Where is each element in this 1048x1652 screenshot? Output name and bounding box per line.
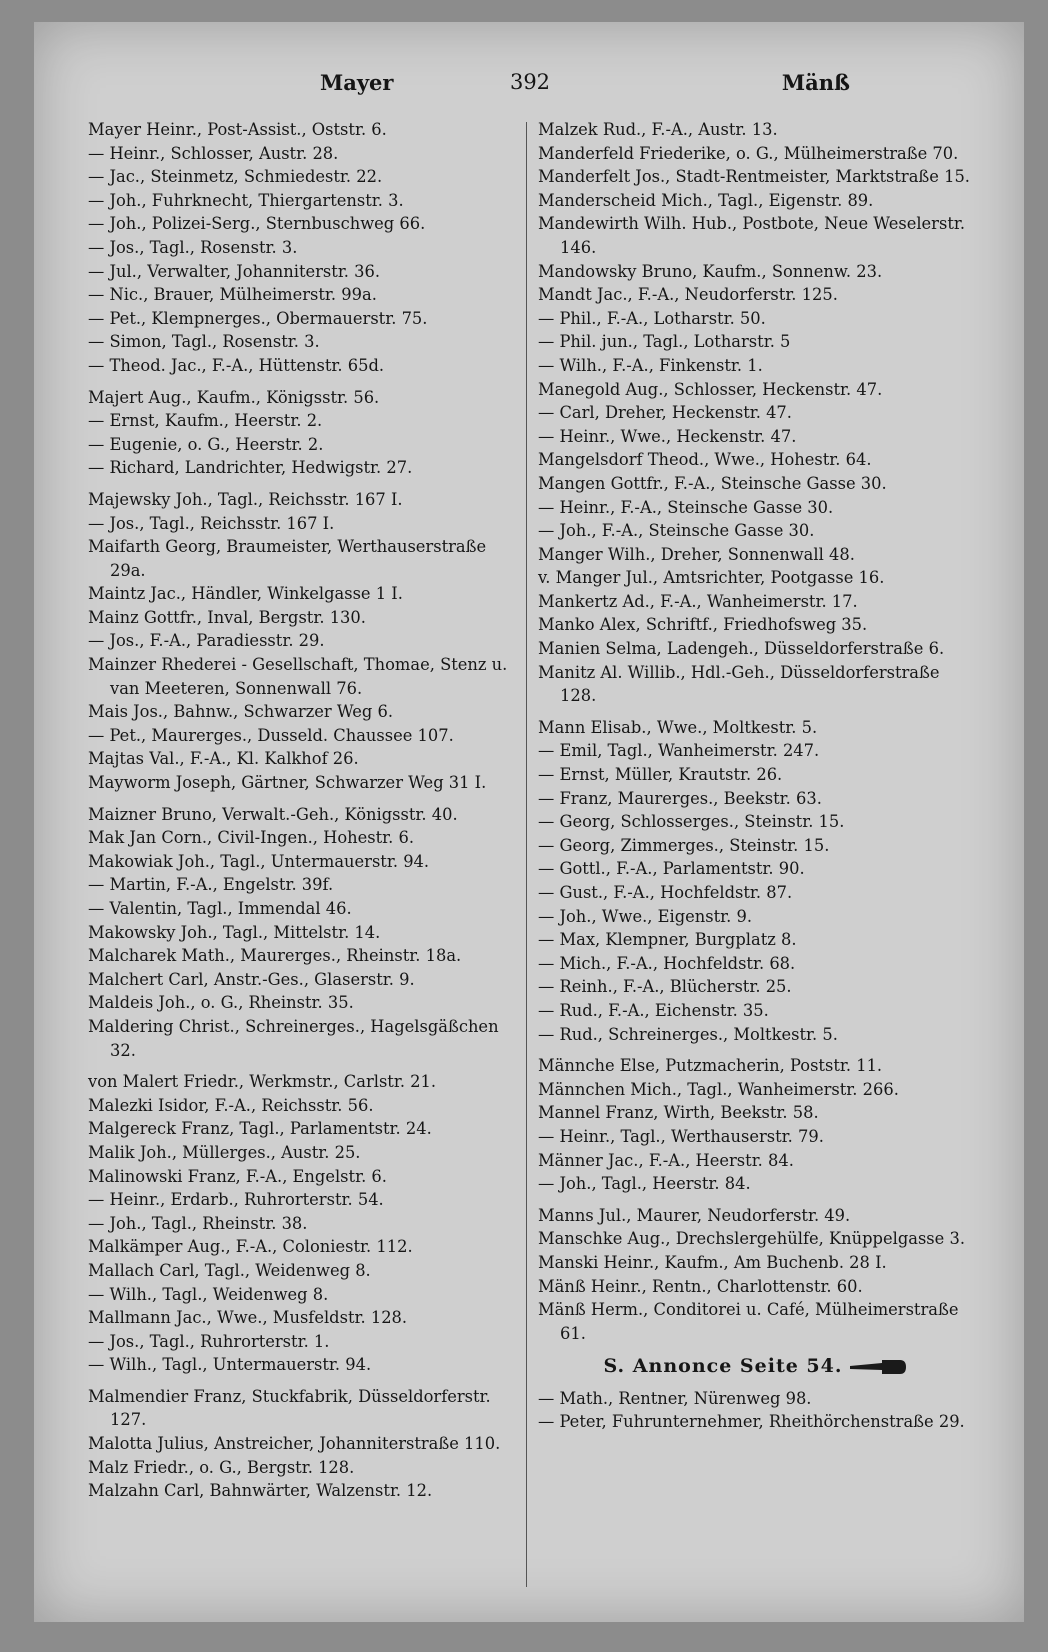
directory-entry: Mandewirth Wilh. Hub., Postbote, Neue Weselerstr. 146. [538, 214, 966, 257]
directory-entry: Malkämper Aug., F.-A., Coloniestr. 112. [88, 1237, 413, 1257]
directory-entry: — Gust., F.-A., Hochfeldstr. 87. [538, 883, 793, 902]
directory-entry: Makowiak Joh., Tagl., Untermauerstr. 94. [88, 851, 430, 871]
directory-entry: Maldering Christ., Schreinerges., Hagelsgäßchen 32. [88, 1016, 499, 1060]
directory-page [34, 22, 1024, 1622]
directory-entry: — Wilh., Tagl., Weidenweg 8. [88, 1284, 329, 1304]
page-number: 392 [509, 70, 551, 94]
header-right-keyword: Mänß [781, 70, 850, 95]
directory-entry: Maizner Bruno, Verwalt.-Geh., Königsstr. 40. [88, 804, 458, 824]
annonce-text: S. Annonce Seite 54. [603, 1355, 843, 1378]
directory-entry: — Joh., F.-A., Steinsche Gasse 30. [538, 521, 815, 541]
directory-entry: Mandt Jac., F.-A., Neudorferstr. 125. [538, 285, 838, 305]
directory-entry: Malcharek Math., Maurerges., Rheinstr. 18a. [88, 946, 462, 966]
directory-entry: — Wilh., F.-A., Finkenstr. 1. [538, 355, 763, 375]
directory-entry: — Max, Klempner, Burgplatz 8. [538, 930, 797, 950]
directory-entry: — Wilh., Tagl., Untermauerstr. 94. [88, 1355, 372, 1375]
directory-entry: — Joh., Polizei-Serg., Sternbuschweg 66. [88, 214, 426, 234]
directory-entry: v. Manger Jul., Amtsrichter, Pootgasse 16. [538, 568, 885, 588]
directory-entry: — Valentin, Tagl., Immendal 46. [88, 899, 352, 918]
directory-entry: Manderfelt Jos., Stadt-Rentmeister, Marktstraße 15. [538, 167, 970, 187]
directory-entry: Männer Jac., F.-A., Heerstr. 84. [538, 1150, 794, 1170]
directory-entry: Manien Selma, Ladengeh., Düsseldorferstraße 6. [538, 639, 945, 659]
directory-entry: — Joh., Wwe., Eigenstr. 9. [538, 906, 753, 926]
directory-entry: Manegold Aug., Schlosser, Heckenstr. 47. [538, 379, 883, 399]
directory-entry: Mallmann Jac., Wwe., Musfeldstr. 128. [88, 1308, 408, 1328]
directory-entry: — Nic., Brauer, Mülheimerstr. 99a. [88, 285, 377, 305]
directory-entry: — Pet., Klempnerges., Obermauerstr. 75. [88, 308, 428, 328]
directory-entry: Manko Alex, Schriftf., Friedhofsweg 35. [538, 615, 868, 635]
directory-entry: Maintz Jac., Händler, Winkelgasse 1 I. [88, 584, 403, 604]
directory-entry: Mainz Gottfr., Inval, Bergstr. 130. [88, 607, 366, 627]
header-left-keyword: Mayer [320, 70, 394, 95]
directory-entry: — Joh., Fuhrknecht, Thiergartenstr. 3. [88, 190, 404, 210]
directory-entry: Mayer Heinr., Post-Assist., Oststr. 6. [88, 120, 387, 139]
directory-entry: Malzahn Carl, Bahnwärter, Walzenstr. 12. [88, 1481, 433, 1501]
directory-entry: — Jos., Tagl., Ruhrorterstr. 1. [88, 1331, 330, 1351]
directory-entry: — Jos., Tagl., Reichsstr. 167 I. [88, 513, 335, 533]
directory-entry: — Heinr., Wwe., Heckenstr. 47. [538, 426, 797, 446]
directory-entry: — Richard, Landrichter, Hedwigstr. 27. [88, 458, 413, 478]
directory-entry: Mann Elisab., Wwe., Moltkestr. 5. [538, 717, 818, 737]
right-column [538, 118, 974, 1434]
directory-entry: — Jos., F.-A., Paradiesstr. 29. [88, 631, 325, 651]
directory-entry: — Math., Rentner, Nürenweg 98. [538, 1388, 812, 1408]
directory-entry: Manschke Aug., Drechslergehülfe, Knüppelgasse 3. [538, 1229, 966, 1249]
directory-entry: Mannel Franz, Wirth, Beekstr. 58. [538, 1103, 819, 1123]
directory-entry: — Martin, F.-A., Engelstr. 39f. [88, 875, 334, 895]
directory-entry: Manderscheid Mich., Tagl., Eigenstr. 89. [538, 190, 874, 210]
directory-entry: Maifarth Georg, Braumeister, Werthauserstraße 29a. [88, 537, 487, 580]
directory-entry: — Jac., Steinmetz, Schmiedestr. 22. [88, 167, 383, 187]
directory-entry: — Carl, Dreher, Heckenstr. 47. [538, 403, 792, 423]
directory-entry: Manger Wilh., Dreher, Sonnenwall 48. [538, 544, 855, 564]
directory-entry: Manitz Al. Willib., Hdl.-Geh., Düsseldorferstraße 128. [538, 662, 940, 706]
directory-entry: Mainzer Rhederei - Gesellschaft, Thomae, Stenz u. van Meeteren, Sonnenwall 76. [88, 655, 508, 698]
directory-entry: Malinowski Franz, F.-A., Engelstr. 6. [88, 1166, 387, 1186]
column-divider [526, 122, 527, 1587]
directory-entry: Majtas Val., F.-A., Kl. Kalkhof 26. [88, 749, 359, 769]
directory-entry: Malezki Isidor, F.-A., Reichsstr. 56. [88, 1095, 374, 1115]
directory-entry: — Jul., Verwalter, Johanniterstr. 36. [88, 261, 381, 281]
directory-entry: — Heinr., Tagl., Werthauserstr. 79. [538, 1126, 824, 1146]
directory-entry: Mankertz Ad., F.-A., Wanheimerstr. 17. [538, 591, 858, 611]
directory-entry: — Theod. Jac., F.-A., Hüttenstr. 65d. [88, 355, 385, 375]
directory-entry: Malmendier Franz, Stuckfabrik, Düsseldorferstr. 127. [88, 1386, 491, 1430]
directory-entry: — Peter, Fuhrunternehmer, Rheithörchenstraße 29. [538, 1412, 965, 1432]
directory-entry: Malik Joh., Müllerges., Austr. 25. [88, 1142, 361, 1162]
directory-entry: — Ernst, Kaufm., Heerstr. 2. [88, 411, 323, 431]
pointing-hand-icon [848, 1357, 908, 1377]
annonce-reference [538, 1355, 974, 1379]
page-header [90, 70, 970, 106]
directory-entry: Mangen Gottfr., F.-A., Steinsche Gasse 30. [538, 473, 887, 493]
directory-entry: — Mich., F.-A., Hochfeldstr. 68. [538, 953, 796, 973]
directory-entry: — Joh., Tagl., Heerstr. 84. [538, 1174, 751, 1194]
directory-entry: Malchert Carl, Anstr.-Ges., Glaserstr. 9. [88, 969, 415, 989]
directory-entry: Malotta Julius, Anstreicher, Johanniterstraße 110. [88, 1434, 501, 1454]
directory-entry: — Phil., F.-A., Lotharstr. 50. [538, 308, 766, 328]
directory-entry: — Reinh., F.-A., Blücherstr. 25. [538, 977, 792, 997]
directory-entry: Manderfeld Friederike, o. G., Mülheimerstraße 70. [538, 143, 959, 163]
directory-entry: — Simon, Tagl., Rosenstr. 3. [88, 332, 320, 352]
directory-entry: Manns Jul., Maurer, Neudorferstr. 49. [538, 1205, 851, 1225]
directory-entry: — Ernst, Müller, Krautstr. 26. [538, 765, 783, 785]
directory-entry: — Jos., Tagl., Rosenstr. 3. [88, 237, 298, 257]
directory-entry: Männche Else, Putzmacherin, Poststr. 11. [538, 1056, 883, 1076]
directory-entry: — Phil. jun., Tagl., Lotharstr. 5 [538, 332, 791, 352]
directory-entry: Mangelsdorf Theod., Wwe., Hohestr. 64. [538, 450, 872, 470]
directory-entry: Malzek Rud., F.-A., Austr. 13. [538, 120, 778, 139]
directory-entry: Manski Heinr., Kaufm., Am Buchenb. 28 I. [538, 1252, 887, 1272]
directory-entry: — Heinr., F.-A., Steinsche Gasse 30. [538, 497, 834, 517]
directory-entry: — Rud., F.-A., Eichenstr. 35. [538, 1000, 769, 1020]
directory-entry: Majert Aug., Kaufm., Königsstr. 56. [88, 387, 380, 407]
directory-entry: Mallach Carl, Tagl., Weidenweg 8. [88, 1260, 371, 1280]
directory-entry: Mak Jan Corn., Civil-Ingen., Hohestr. 6. [88, 828, 415, 848]
directory-entry: Maldeis Joh., o. G., Rheinstr. 35. [88, 993, 354, 1013]
directory-entry: — Heinr., Schlosser, Austr. 28. [88, 143, 339, 163]
directory-entry: Malz Friedr., o. G., Bergstr. 128. [88, 1457, 355, 1477]
directory-entry: — Joh., Tagl., Rheinstr. 38. [88, 1213, 308, 1233]
directory-entry: — Pet., Maurerges., Dusseld. Chaussee 107. [88, 725, 454, 745]
directory-entry: Mayworm Joseph, Gärtner, Schwarzer Weg 31 I. [88, 773, 487, 793]
directory-entry: Mais Jos., Bahnw., Schwarzer Weg 6. [88, 702, 394, 722]
left-column [88, 118, 516, 1503]
directory-entry: — Georg, Zimmerges., Steinstr. 15. [538, 835, 830, 855]
directory-entry: Malgereck Franz, Tagl., Parlamentstr. 24. [88, 1119, 432, 1139]
directory-entry: — Emil, Tagl., Wanheimerstr. 247. [538, 741, 820, 761]
directory-entry: — Eugenie, o. G., Heerstr. 2. [88, 434, 324, 454]
directory-entry: — Rud., Schreinerges., Moltkestr. 5. [538, 1024, 838, 1044]
directory-entry: Mandowsky Bruno, Kaufm., Sonnenw. 23. [538, 261, 883, 281]
directory-entry: Majewsky Joh., Tagl., Reichsstr. 167 I. [88, 489, 403, 509]
directory-entry: — Heinr., Erdarb., Ruhrorterstr. 54. [88, 1190, 384, 1210]
directory-entry: Mänß Herm., Conditorei u. Café, Mülheimerstraße 61. [538, 1300, 959, 1343]
directory-entry: Männchen Mich., Tagl., Wanheimerstr. 266. [538, 1079, 899, 1099]
directory-entry: Makowsky Joh., Tagl., Mittelstr. 14. [88, 922, 381, 942]
directory-entry: — Gottl., F.-A., Parlamentstr. 90. [538, 859, 805, 879]
directory-entry: von Malert Friedr., Werkmstr., Carlstr. 21. [88, 1072, 437, 1092]
directory-entry: — Georg, Schlosserges., Steinstr. 15. [538, 812, 845, 832]
directory-entry: Mänß Heinr., Rentn., Charlottenstr. 60. [538, 1276, 863, 1296]
directory-entry: — Franz, Maurerges., Beekstr. 63. [538, 788, 822, 808]
